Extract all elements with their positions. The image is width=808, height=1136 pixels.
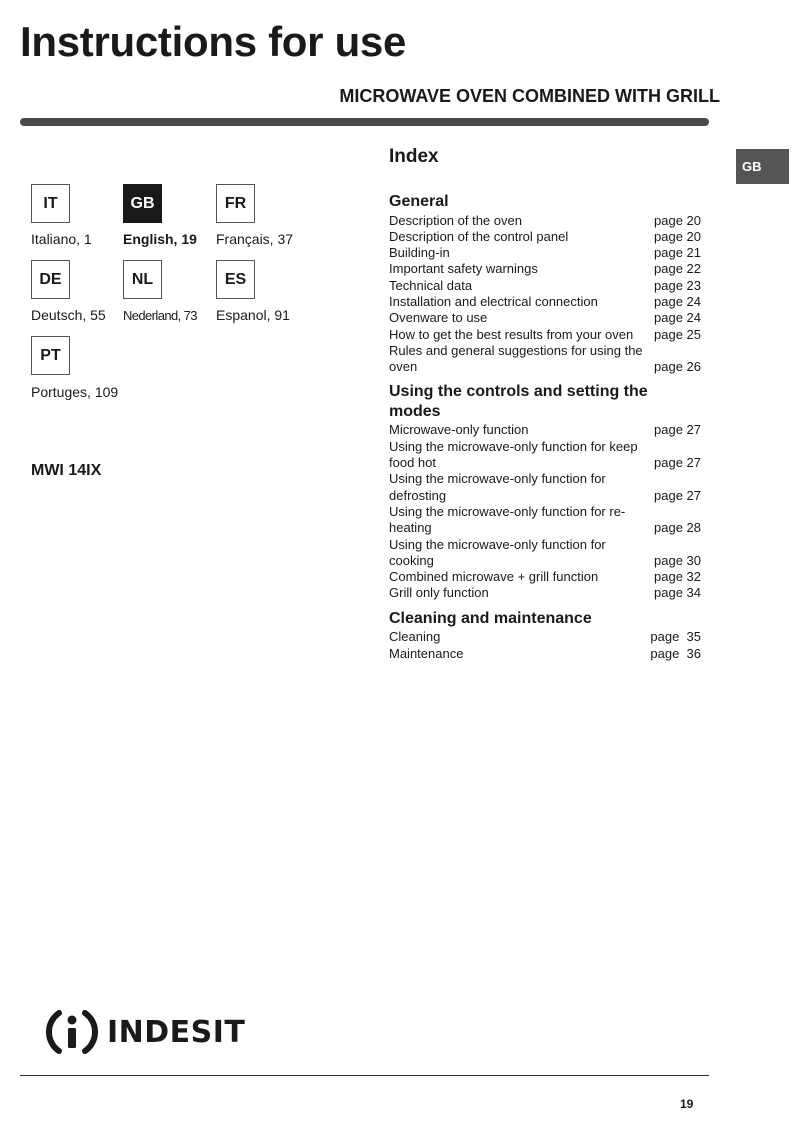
- index-title: Index: [389, 146, 439, 167]
- entry-page: page 27: [654, 422, 701, 438]
- page-number: 19: [680, 1097, 694, 1111]
- index-entry: [389, 245, 701, 261]
- index-entry: [389, 422, 701, 438]
- entry-page: page 20: [654, 228, 701, 244]
- index-list: [389, 192, 701, 669]
- index-entry: [389, 278, 701, 294]
- page-title: Instructions for use: [20, 18, 407, 65]
- entry-page: page 35: [650, 629, 701, 645]
- entry-page: page 34: [654, 585, 701, 601]
- entry-text: Combined microwave + grill function: [389, 569, 599, 585]
- entry-page: page 30: [654, 552, 701, 568]
- entry-text: Grill only function: [389, 585, 489, 601]
- entry-text: Building-in: [389, 245, 450, 261]
- lang-code-fr: FR: [216, 184, 255, 223]
- lang-code-it: IT: [31, 184, 70, 223]
- entry-page: page 26: [654, 359, 701, 375]
- brand-logo: [45, 1005, 245, 1059]
- entry-text: Cleaning: [389, 629, 441, 645]
- header-divider: [20, 118, 709, 126]
- section-heading: Using the controls and setting the modes: [389, 383, 648, 420]
- entry-text: Rules and general suggestions for using the oven: [389, 342, 643, 375]
- index-entry: [389, 310, 701, 326]
- lang-code-nl: NL: [123, 260, 162, 299]
- index-section-general: [389, 192, 701, 375]
- lang-label-pt: Portuges, 109: [31, 384, 119, 400]
- index-entry: [389, 471, 701, 504]
- index-section-cleaning: [389, 609, 701, 662]
- lang-label-it: Italiano, 1: [31, 231, 92, 247]
- lang-label-nl: Nederland, 73: [123, 308, 197, 323]
- entry-page: page 32: [654, 569, 701, 585]
- index-section-controls: [389, 382, 701, 601]
- entry-page: page 36: [650, 645, 701, 661]
- entry-text: How to get the best results from your oven: [389, 326, 634, 342]
- entry-text: Using the microwave-only function for re-heating: [389, 503, 626, 536]
- section-heading: General: [389, 193, 449, 210]
- lang-code-es: ES: [216, 260, 255, 299]
- language-side-tab: GB: [736, 149, 789, 184]
- index-entry: [389, 213, 701, 229]
- entry-page: page 25: [654, 326, 701, 342]
- index-entry: [389, 439, 701, 472]
- index-entry: [389, 343, 701, 376]
- entry-text: Microwave-only function: [389, 422, 529, 438]
- index-entry: [389, 537, 701, 570]
- entry-page: page 27: [654, 455, 701, 471]
- entry-text: Technical data: [389, 277, 473, 293]
- index-entry: [389, 294, 701, 310]
- entry-page: page 24: [654, 293, 701, 309]
- index-entry: [389, 585, 701, 601]
- entry-page: page 20: [654, 212, 701, 228]
- lang-label-es: Espanol, 91: [216, 307, 290, 323]
- entry-text: Description of the oven: [389, 212, 522, 228]
- entry-text: Description of the control panel: [389, 228, 569, 244]
- lang-label-gb: English, 19: [123, 231, 197, 247]
- footer-divider: [20, 1075, 709, 1076]
- entry-page: page 27: [654, 487, 701, 503]
- section-heading: Cleaning and maintenance: [389, 609, 592, 627]
- index-entry: [389, 569, 701, 585]
- lang-code-gb: GB: [123, 184, 162, 223]
- model-number: MWI 14IX: [31, 462, 102, 479]
- index-entry: [389, 261, 701, 277]
- entry-text: Maintenance: [389, 645, 464, 661]
- entry-text: Installation and electrical connection: [389, 293, 598, 309]
- brand-logo-icon: [45, 1005, 99, 1059]
- entry-page: page 22: [654, 261, 701, 277]
- lang-code-pt: PT: [31, 336, 70, 375]
- index-entry: [389, 629, 701, 645]
- brand-wordmark: INDESIT: [107, 1014, 246, 1050]
- entry-text: Important safety warnings: [389, 261, 538, 277]
- entry-text: Ovenware to use: [389, 310, 488, 326]
- index-entry: [389, 504, 701, 537]
- lang-label-de: Deutsch, 55: [31, 307, 106, 323]
- entry-text: Using the microwave-only function for keep food hot: [389, 438, 638, 471]
- entry-page: page 28: [654, 520, 701, 536]
- lang-code-de: DE: [31, 260, 70, 299]
- entry-page: page 23: [654, 277, 701, 293]
- lang-label-fr: Français, 37: [216, 231, 294, 247]
- index-entry: [389, 327, 701, 343]
- entry-page: page 24: [654, 310, 701, 326]
- entry-text: Using the microwave-only function for defrosting: [389, 471, 606, 503]
- document-subtitle: MICROWAVE OVEN COMBINED WITH GRILL: [339, 86, 720, 106]
- entry-page: page 21: [654, 245, 701, 261]
- entry-text: Using the microwave-only function for cooking: [389, 536, 606, 568]
- index-entry: [389, 229, 701, 245]
- index-entry: [389, 646, 701, 662]
